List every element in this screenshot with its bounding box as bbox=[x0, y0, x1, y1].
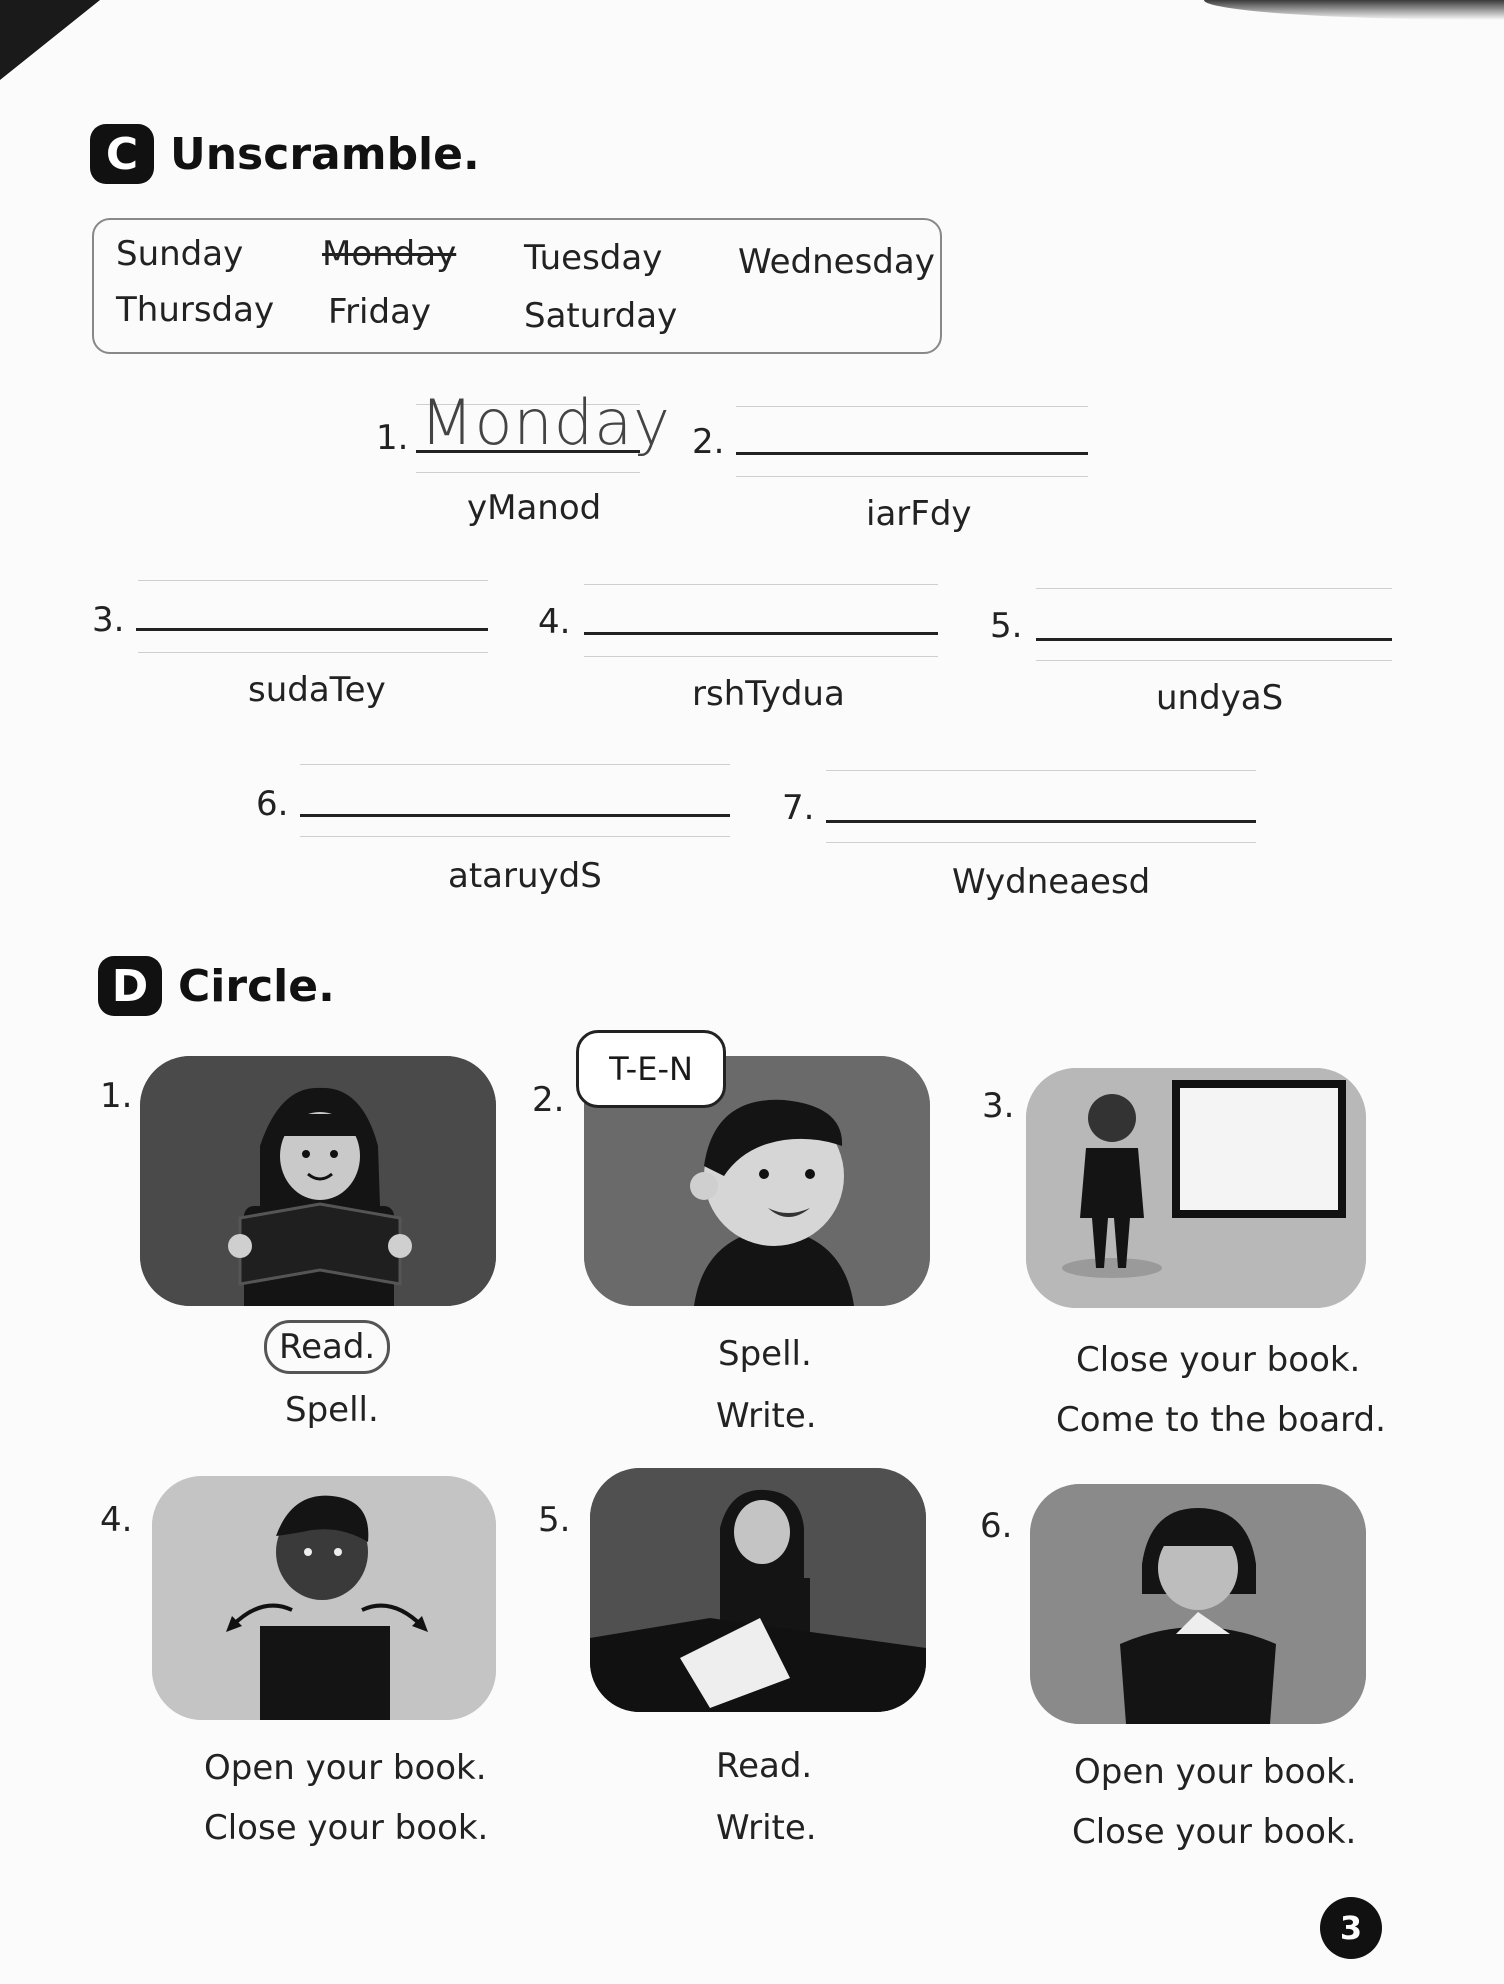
option[interactable]: Come to the board. bbox=[1056, 1400, 1386, 1440]
answer-line[interactable] bbox=[300, 814, 730, 817]
answer-line[interactable] bbox=[136, 628, 488, 631]
option[interactable]: Spell. bbox=[285, 1390, 379, 1430]
answer-line[interactable] bbox=[1036, 638, 1392, 641]
guide-line bbox=[584, 584, 938, 585]
item-number: 1. bbox=[100, 1076, 133, 1116]
circled-option[interactable]: Read. bbox=[264, 1320, 390, 1374]
girl-writing-illustration bbox=[590, 1468, 926, 1712]
scrambled-word: yManod bbox=[467, 488, 602, 528]
section-d-badge: D bbox=[98, 956, 162, 1016]
item-number: 7. bbox=[782, 788, 815, 828]
scrambled-word: sudaTey bbox=[248, 670, 386, 710]
word-bank-word: Saturday bbox=[524, 296, 678, 336]
guide-line bbox=[584, 656, 938, 657]
item-number: 4. bbox=[100, 1500, 133, 1540]
option[interactable]: Spell. bbox=[718, 1334, 812, 1374]
item-number: 5. bbox=[538, 1500, 571, 1540]
answer-handwriting: Monday bbox=[420, 386, 671, 459]
item-number: 2. bbox=[692, 422, 725, 462]
section-c-badge: C bbox=[90, 124, 154, 184]
guide-line bbox=[736, 406, 1088, 407]
speech-bubble: T-E-N bbox=[576, 1030, 726, 1108]
item-number: 3. bbox=[982, 1086, 1015, 1126]
item-number: 6. bbox=[256, 784, 289, 824]
answer-line[interactable] bbox=[826, 820, 1256, 823]
section-c-header bbox=[90, 124, 480, 184]
item-number: 3. bbox=[92, 600, 125, 640]
option[interactable]: Read. bbox=[716, 1746, 813, 1786]
item-number: 5. bbox=[990, 606, 1023, 646]
scrambled-word: Wydneaesd bbox=[952, 862, 1151, 902]
guide-line bbox=[826, 842, 1256, 843]
option[interactable]: Close your book. bbox=[1072, 1812, 1357, 1852]
word-bank-word: Wednesday bbox=[738, 242, 935, 282]
page-number: 3 bbox=[1320, 1897, 1382, 1959]
option[interactable]: Close your book. bbox=[1076, 1340, 1361, 1380]
item-number: 4. bbox=[538, 602, 571, 642]
guide-line bbox=[1036, 588, 1392, 589]
guide-line bbox=[736, 476, 1088, 477]
page-corner-shadow-right bbox=[1204, 0, 1504, 20]
guide-line bbox=[826, 770, 1256, 771]
scrambled-word: ataruydS bbox=[448, 856, 602, 896]
girl-closing-book-illustration bbox=[1030, 1484, 1366, 1724]
word-bank-word-struck: Monday bbox=[322, 234, 457, 274]
guide-line bbox=[138, 652, 488, 653]
word-bank-word: Tuesday bbox=[524, 238, 663, 278]
option[interactable]: Write. bbox=[716, 1396, 817, 1436]
answer-line[interactable] bbox=[736, 452, 1088, 455]
word-bank-word: Friday bbox=[328, 292, 432, 332]
scrambled-word: rshTydua bbox=[692, 674, 845, 714]
option[interactable]: Open your book. bbox=[204, 1748, 487, 1788]
item-number: 1. bbox=[376, 418, 409, 458]
guide-line bbox=[416, 472, 640, 473]
guide-line bbox=[1036, 660, 1392, 661]
item-number: 6. bbox=[980, 1506, 1013, 1546]
guide-line bbox=[300, 836, 730, 837]
page-corner-shadow bbox=[0, 0, 100, 80]
word-bank-word: Thursday bbox=[116, 290, 275, 330]
section-c-title: Unscramble. bbox=[170, 128, 480, 180]
boy-at-board-illustration bbox=[1026, 1068, 1366, 1308]
answer-line[interactable] bbox=[584, 632, 938, 635]
girl-reading-illustration bbox=[140, 1056, 496, 1306]
scrambled-word: undyaS bbox=[1156, 678, 1284, 718]
section-d-header bbox=[98, 956, 335, 1016]
answer-line[interactable] bbox=[416, 450, 640, 453]
word-bank-word: Sunday bbox=[116, 234, 244, 274]
option[interactable]: Close your book. bbox=[204, 1808, 489, 1848]
item-number: 2. bbox=[532, 1080, 565, 1120]
guide-line bbox=[138, 580, 488, 581]
option[interactable]: Open your book. bbox=[1074, 1752, 1357, 1792]
guide-line bbox=[300, 764, 730, 765]
word-bank bbox=[92, 218, 942, 354]
section-d-title: Circle. bbox=[178, 960, 335, 1012]
option[interactable]: Write. bbox=[716, 1808, 817, 1848]
scrambled-word: iarFdy bbox=[866, 494, 972, 534]
boy-opening-book-illustration bbox=[152, 1476, 496, 1720]
